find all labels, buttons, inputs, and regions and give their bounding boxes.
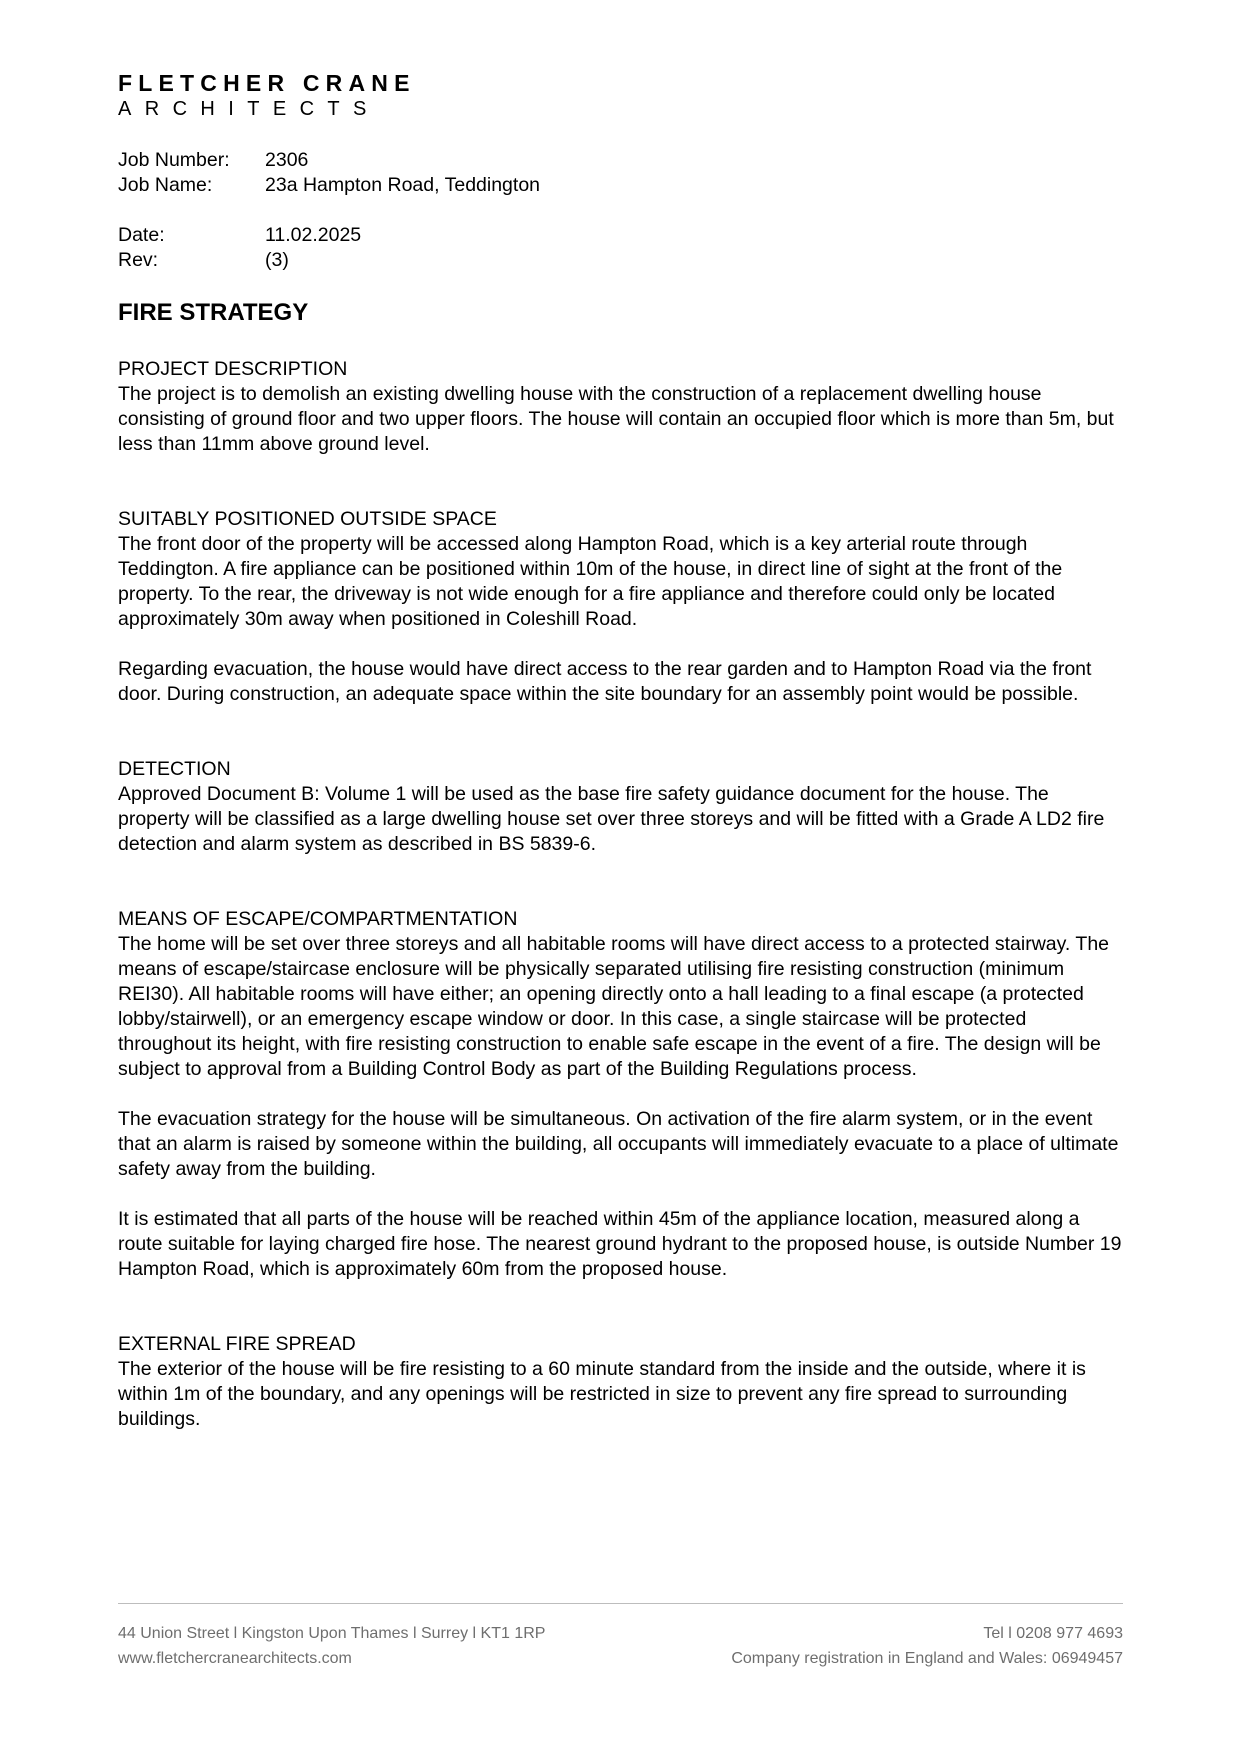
section-paragraph: The exterior of the house will be fire resisting to a 60 minute standard from the inside and the outside, where it is within 1m of the boundary, and any openings will be restricted in size to prevent any fire spread to surrounding buildings. xyxy=(118,1358,1086,1430)
footer-contact xyxy=(118,1621,545,1671)
logo-company-name: FLETCHER CRANE xyxy=(118,70,416,96)
footer-divider xyxy=(118,1603,1123,1604)
section-project-description xyxy=(118,357,1123,457)
section-detection xyxy=(118,757,1123,857)
document-body xyxy=(118,357,1123,1482)
section-heading: EXTERNAL FIRE SPREAD xyxy=(118,1333,356,1355)
section-external-fire-spread xyxy=(118,1332,1123,1432)
section-paragraph: The evacuation strategy for the house will be simultaneous. On activation of the fire alarm system, or in the event that an alarm is raised by someone within the building, all occupants will immediately evacuate to a place of ultimate safety away from the building. xyxy=(118,1108,1119,1180)
section-paragraph: The home will be set over three storeys and all habitable rooms will have direct access to a protected stairway. The means of escape/staircase enclosure will be physically separated utilising fire resisting construction (minimum REI30). All habitable rooms will have either; an opening directly onto a hall leading to a final escape (a protected lobby/stairwell), or an emergency escape window or door. In this case, a single staircase will be protected throughout its height, with fire resisting construction to enable safe escape in the event of a fire. The design will be subject to approval from a Building Control Body as part of the Building Regulations process. xyxy=(118,933,1110,1080)
job-name-row xyxy=(118,173,540,198)
rev-value: (3) xyxy=(265,249,289,271)
logo-company-type: ARCHITECTS xyxy=(118,98,380,120)
footer-address: 44 Union Street l Kingston Upon Thames l Surrey l KT1 1RP xyxy=(118,1625,546,1642)
section-heading: PROJECT DESCRIPTION xyxy=(118,358,348,380)
footer-website-link[interactable]: www.fletchercranearchitects.com xyxy=(118,1650,352,1667)
section-paragraph: It is estimated that all parts of the house will be reached within 45m of the appliance location, measured along a route suitable for laying charged fire hose. The nearest ground hydrant to the proposed house, is outside Number 19 Hampton Road, which is approximately 60m from the proposed house. xyxy=(118,1208,1122,1280)
section-paragraph: Regarding evacuation, the house would have direct access to the rear garden and to Hampton Road via the front door. During construction, an adequate space within the site boundary for an assembly point would be possible. xyxy=(118,658,1092,705)
footer-telephone: Tel l 0208 977 4693 xyxy=(983,1625,1123,1642)
date-row xyxy=(118,223,361,248)
job-name-label: Job Name: xyxy=(118,174,213,196)
job-number-value: 2306 xyxy=(265,149,309,171)
job-info-block xyxy=(118,148,540,198)
section-paragraph: The project is to demolish an existing dwelling house with the construction of a replacement dwelling house consisting of ground floor and two upper floors. The house will contain an occupied floor which is more than 5m, but less than 11mm above ground level. xyxy=(118,383,1114,455)
job-number-row xyxy=(118,148,540,173)
rev-row xyxy=(118,248,361,273)
section-paragraph: The front door of the property will be accessed along Hampton Road, which is a key arterial route through Teddington. A fire appliance can be positioned within 10m of the house, in direct line of sight at the front of the property. To the rear, the driveway is not wide enough for a fire appliance and therefore could only be located approximately 30m away when positioned in Coleshill Road. xyxy=(118,533,1063,630)
footer-registration: Company registration in England and Wales: 06949457 xyxy=(731,1650,1123,1667)
date-value: 11.02.2025 xyxy=(265,224,362,246)
job-name-value: 23a Hampton Road, Teddington xyxy=(265,174,541,196)
company-logo xyxy=(118,70,416,121)
section-heading: DETECTION xyxy=(118,758,231,780)
section-paragraph: Approved Document B: Volume 1 will be used as the base fire safety guidance document for the house. The property will be classified as a large dwelling house set over three storeys and will be fitted with a Grade A LD2 fire detection and alarm system as described in BS 5839-6. xyxy=(118,783,1105,855)
rev-label: Rev: xyxy=(118,249,159,271)
section-outside-space xyxy=(118,507,1123,707)
section-heading: SUITABLY POSITIONED OUTSIDE SPACE xyxy=(118,508,497,530)
section-heading: MEANS OF ESCAPE/COMPARTMENTATION xyxy=(118,908,518,930)
section-means-of-escape xyxy=(118,907,1123,1282)
document-title: FIRE STRATEGY xyxy=(118,299,309,326)
revision-info-block xyxy=(118,223,361,273)
footer-company-info xyxy=(731,1621,1123,1671)
date-label: Date: xyxy=(118,224,165,246)
job-number-label: Job Number: xyxy=(118,149,230,171)
